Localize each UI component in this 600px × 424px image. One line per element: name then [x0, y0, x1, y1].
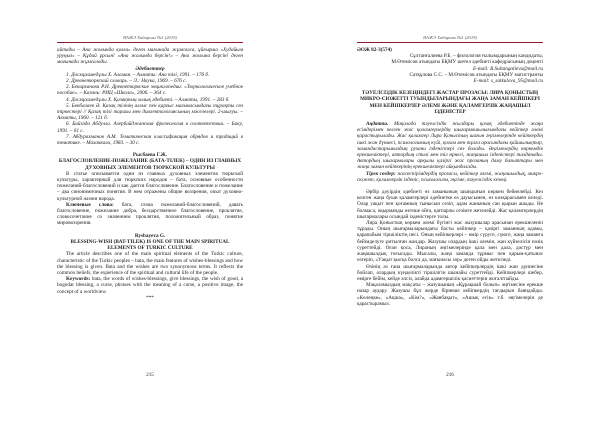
en-abstract: The article describes one of the main spiritual elements of the Turkic culture, characteristic of the Turkic peoples – bata, the main features of wishes-blessings and how the blessing is given. Bata and the wishes are two synonymous terms. It reflects the common beliefs, the experience of the spiritual and cultural life of the people. [57, 251, 243, 276]
ru-keywords-label: Ключевые слова: [66, 201, 114, 208]
reference-item: 5. Бекбалаев Ә. Қазақ тілінің алғыс пен қарғыс мағынасындағы тұрақты сөз тіркестері // Қазақ тілі тарихы мен диалектологиясының мәселелері. 2-шығуы. – Алматы, 1960. – 121 б. [57, 102, 243, 122]
running-header: ЯАЖЭ Хабаршы №1 (2019) [123, 35, 177, 40]
author1-affiliation: М.Өтемісов атындағы БҚМУ шетел әдебиеті кафедрасының доценті [391, 59, 543, 66]
left-page-body [57, 47, 243, 301]
reference-item: 2. Древнетюркский словарь. – Л.: Наука, 1969. – 676 с. [66, 78, 187, 85]
section-separator: *** [146, 294, 154, 301]
page-number: 216 [446, 372, 454, 378]
author1: Сұлтанғалиева Р.Б. – филология ғылымдарының кандидаты, [409, 53, 543, 60]
body-paragraph: Әрбір дәуірдің әдебиеті өз заманының шындығын көркем бейнелейді. Кез келген жаңа буын қаламгерлері әдебиетке өз дауысымен, өз көзқарасымен келеді. Олар уақыт пен қоғамның тынысын сезіп, адам жанының сан қырын ашады. Не болмаса, оқырманды өзгеше ойға, қатпарлы сезімге жетелейді. Жас қаламгерлердің шығармалары осындай ізденістерге толы. [357, 189, 543, 220]
udc-code: ӘОЖ 82-3(574) [357, 47, 392, 53]
keywords-label: Тірек сөздер: [366, 170, 396, 177]
reference-item: 7. Абдурахманов А.М. Тематическая классификация обрядов и традиций в тематике. – Махачкала, 1983. – 30 с. [57, 133, 243, 147]
body-paragraph: Лира Қоныстың көркем әлемі бүгінгі жас жазушылар арасынан ерекшеленіп тұрады. Оның шығармаларындағы басты кейіпкер – қазіргі заманның адамы, қарапайым тіршіліктің иесі. Оның кейіпкерлері – өмір сүруге, сүюге, жаңа заманға бейімделуге ұмтылған жандар. Жазушы олардың ішкі әлемін, жан күйзелісін нәзік суреттейді. Оған қоса, Лираның әңгімелерінде қала мен дала, дәстүр мен жаңашылдық тоғысады. Мысалы, жаңа заманда тұрмыс пен қарым-қатынас өзгеріп, «Уақыт қысқа болса да, мағынасы зор» деген ойды жеткізеді. [357, 220, 543, 264]
keywords-text: жасөспірімдердің прозасы, кейіпкер әлемі, жаңашылдық, микро-сюжет, қаламгерлік ізденіс, психологизм, әңгіме, тәуелсіздік кезеңі. [357, 170, 544, 183]
reference-item: 6. Байзәда Абдулла. Азербайджанская фразеология в соответствии. – Баку, 1991. – 61 с. [57, 121, 243, 134]
ru-author: Рысбаева Г.Ж. [132, 152, 168, 159]
en-keywords [57, 276, 243, 295]
annotation-text: Мақалада тәуелсіздік жылдары қазақ әдебиетінде жаңа есімдерімен келген жас қаламгерлердің шығармашылығындағы кейіпкер әлемі қарастырылады. Жас қаламгер Лира Қоныстың шағын әңгімелерінде кейіпкердің ішкі жан дүниесі, психологиялық күйі, қоғам мен тұлға арасындағы қайшылықтар, замандастарымыздың рухани ізденістері сөз болады. Әңгімелердің көркемдік ерекшеліктері, автордың стилі мен тіл өрнегі, жаңашыл ізденістері талданады. Автордың шығармалары арқылы қазіргі жас прозаның даму бағыттары мен жаңа заман кейіпкерінің ерекшеліктері айқындалады. [357, 121, 543, 171]
en-author: Rysbayeva G. [134, 232, 166, 239]
right-page-body [357, 47, 543, 307]
ru-title: БЛАГОСЛОВЛЕНИЕ-ПОЖЕЛАНИЕ (БАТА-ТІЛЕК) – ОДИН ИЗ ГЛАВНЫХ ДУХОВНЫХ ЭЛЕМЕНТОВ ТЮРКСКОЙ КУЛЬТУРЫ [58, 158, 242, 171]
right-page [300, 0, 600, 424]
annotation-label: Аңдатпа. [366, 121, 389, 128]
author2: Сатқұлова С.С. – М.Өтемісов атындағы БҚМУ магистранты [409, 71, 543, 78]
annotation [357, 121, 543, 171]
body-paragraph: Мақаламыздың мақсаты – жазушының «Құрақшай болып» әңгімесіне ерекше назар аудару. Жазушы бұл жерде бірнеше кейіпкердің тағдырын баяндайды. «Көлеңке», «Ақша», «Кім?», «Жанбақыт», «Ашық есік» т.б. әңгімелерін де қарастырамыз. [357, 282, 543, 307]
header-divider [57, 42, 243, 43]
ru-abstract: В статье описывается один из главных духовных элементов тюркской культуры, характерный для тюркских народов – бата, основные особенности пожеланий-благословений и как дается благословение. Благословение и пожелание – два синонимичных понятия. В нем отражены общие воззрения, опыт духовно-культурной жизни народа. [57, 170, 243, 202]
author2-email[interactable]: E-mail: s_satkulova_95@mail.ru [473, 78, 543, 85]
references-heading: Әдебиеттер [135, 65, 165, 72]
keywords [357, 171, 543, 183]
header-divider [357, 42, 543, 43]
reference-item: 3. Бекирханова Р.Н. Древнетюркские энциклопедии: «Тюркологическое учебное пособие». – Казань: РИЦ «Школа», 2006. – 364 с. [57, 84, 243, 97]
author1-email[interactable]: E-mail: R.Sultangalieva@mail.ru [472, 65, 543, 72]
body-paragraph: Өзінің аз ғана шығармаларында автор кейіпкерлердің ішкі жан дүниесіне бойлап, олардың күнделікті тіршілігін шынайы суреттейді. Кейіпкерлері шебер, өмірге бейім, кейде әлсіз, алайда адамгершілік қасиеттерін жоғалтпайды. [357, 263, 543, 282]
reference-item: 4. Досмұхамедұлы Х. Қазақтың халық әдебиеті. – Алматы, 1991. – 283 б. [66, 96, 230, 103]
ru-keywords [57, 202, 243, 227]
en-keywords-text: bata, the words of wishes-blessings, give blessings, the wish of good, a bogodar blessing, a curse, phrases with the meaning of a curse, a positive image, the concept of a worldview. [57, 276, 243, 295]
continuation-paragraph: айтады – Ана жолында қолға» деген мағынада жұмсалса, ұйғырша «Худайым уруңыз» – Құдай ұрсын! «Ана жолында берсін!» – Ана жолына берсін! деген мағынада жұмсалады. [57, 47, 243, 66]
en-keywords-label: Keywords: [66, 276, 91, 283]
page-number: 215 [146, 372, 154, 378]
article-title: ТӘУЕЛСІЗДІК КЕЗЕҢІНДЕГІ ЖАСТАР ПРОЗАСЫ: ЛИРА ҚОНЫСТЫҢ МИКРО-СЮЖЕТТІ ТУЫНДЫЛАРЫНДАҒЫ ЖАҢА ЗАМАН КЕЙІПКЕРІ МЕН КЕЙІПКЕРЛЕР ӘЛЕМІ ЖӘНЕ ҚАЛАМГЕРЛІК ЖАҢАШЫЛ ІЗДЕНІСТЕР [360, 90, 540, 115]
en-title: BLESSING-WISH (BAT-TILEK) IS ONE OF THE MAIN SPIRITUAL ELEMENTS OF TURKIC CULTURE [70, 238, 230, 252]
ru-keywords-text: бата, слова пожеланий-благословений, давать благословение, пожелание добра, бесцарственное благословение, проклятие, словосочетание со значением проклятия, положительный образ, понятие мировоззрения. [57, 201, 243, 227]
reference-item: 1. Досмұхамедұлы Х. Аламан. – Алматы: Ана тілі, 1991. – 176 б. [66, 71, 210, 78]
running-header: ЯАЖЭ Хабаршы №1 (2019) [423, 35, 477, 40]
